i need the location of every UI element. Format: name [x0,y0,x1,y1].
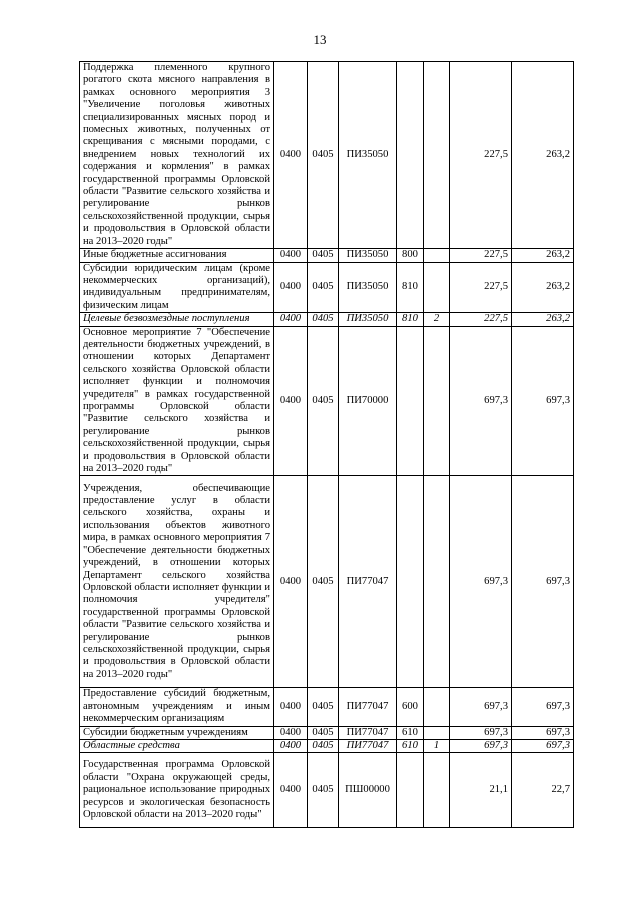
section-code: 0400 [274,62,308,249]
section-code: 0400 [274,688,308,726]
row-name: Государственная программа Орловской области "Охрана окружающей среды, рациональное использование природных ресурсов и экологическая безопасность Орловской области на 2013–2020 годы" [80,753,274,828]
expense-type-code [397,326,424,476]
table-row [80,476,574,688]
section-code: 0400 [274,753,308,828]
section-code: 0400 [274,249,308,262]
subsection-code: 0405 [308,326,339,476]
amount-year-2: 263,2 [512,62,574,249]
amount-year-2: 697,3 [512,688,574,726]
section-code: 0400 [274,262,308,313]
amount-year-2: 22,7 [512,753,574,828]
amount-year-1: 227,5 [450,313,512,326]
amount-year-1: 697,3 [450,740,512,753]
section-code: 0400 [274,326,308,476]
amount-year-1: 227,5 [450,249,512,262]
budget-table [79,61,574,828]
subsection-code: 0405 [308,249,339,262]
row-name: Субсидии юридическим лицам (кроме некоммерческих организаций), индивидуальным предпринимателям, физическим лицам [80,262,274,313]
section-code: 0400 [274,726,308,739]
funding-source-code: 2 [424,313,450,326]
expense-type-code: 600 [397,688,424,726]
target-article-code: ПИ35050 [339,313,397,326]
funding-source-code [424,262,450,313]
funding-source-code [424,62,450,249]
amount-year-1: 697,3 [450,726,512,739]
expense-type-code: 610 [397,740,424,753]
target-article-code: ПИ35050 [339,249,397,262]
table-row [80,313,574,326]
amount-year-2: 697,3 [512,326,574,476]
target-article-code: ПИ77047 [339,740,397,753]
row-name: Субсидии бюджетным учреждениям [80,726,274,739]
target-article-code: ПИ35050 [339,62,397,249]
subsection-code: 0405 [308,62,339,249]
amount-year-2: 263,2 [512,313,574,326]
page-number: 13 [313,32,327,47]
section-code: 0400 [274,740,308,753]
table-row [80,326,574,476]
amount-year-2: 697,3 [512,740,574,753]
row-name: Предоставление субсидий бюджетным, автономным учреждениям и иным некоммерческим организациям [80,688,274,726]
amount-year-1: 697,3 [450,688,512,726]
subsection-code: 0405 [308,740,339,753]
expense-type-code: 810 [397,313,424,326]
table-row [80,262,574,313]
expense-type-code [397,753,424,828]
amount-year-2: 263,2 [512,262,574,313]
funding-source-code [424,476,450,688]
funding-source-code [424,326,450,476]
expense-type-code [397,62,424,249]
subsection-code: 0405 [308,753,339,828]
table-row [80,740,574,753]
amount-year-2: 697,3 [512,476,574,688]
row-name: Основное мероприятие 7 "Обеспечение деятельности бюджетных учреждений, в отношении которых Департамент сельского хозяйства Орловской области исполняет функции и полномочия учредителя" в рамках государственной программы Орловской области "Развитие сельского хозяйства и регулирование рынков сельскохозяйственной продукции, сырья и продовольствия в Орловской области на 2013–2020 годы" [80,326,274,476]
target-article-code: ПИ77047 [339,476,397,688]
target-article-code: ПШ00000 [339,753,397,828]
funding-source-code: 1 [424,740,450,753]
row-name: Поддержка племенного крупного рогатого скота мясного направления в рамках основного мероприятия 3 "Увеличение поголовья животных специализированных мясных пород и помесных животных, полученных от скрещивания с мясными породами, с внедрением новых технологий их содержания и кормления" в рамках государственной программы Орловской области "Развитие сельского хозяйства и регулирование рынков сельскохозяйственной продукции, сырья и продовольствия в Орловской области на 2013–2020 годы" [80,62,274,249]
funding-source-code [424,726,450,739]
row-name: Учреждения, обеспечивающие предоставление услуг в области сельского хозяйства, охраны и использования объектов животного мира, в рамках основного мероприятия 7 "Обеспечение деятельности бюджетных учреждений, в отношении которых Департамент сельского хозяйства Орловской области исполняет функции и полномочия учредителя" государственной программы Орловской области "Развитие сельского хозяйства и регулирование рынков сельскохозяйственной продукции, сырья и продовольствия в Орловской области на 2013–2020 годы" [80,476,274,688]
table-row [80,753,574,828]
section-code: 0400 [274,476,308,688]
amount-year-1: 21,1 [450,753,512,828]
subsection-code: 0405 [308,688,339,726]
subsection-code: 0405 [308,262,339,313]
amount-year-1: 697,3 [450,476,512,688]
row-name: Целевые безвозмездные поступления [80,313,274,326]
row-name: Областные средства [80,740,274,753]
expense-type-code: 800 [397,249,424,262]
expense-type-code [397,476,424,688]
subsection-code: 0405 [308,726,339,739]
row-name: Иные бюджетные ассигнования [80,249,274,262]
subsection-code: 0405 [308,476,339,688]
amount-year-1: 697,3 [450,326,512,476]
funding-source-code [424,688,450,726]
target-article-code: ПИ70000 [339,326,397,476]
amount-year-1: 227,5 [450,62,512,249]
table-row [80,688,574,726]
amount-year-2: 697,3 [512,726,574,739]
amount-year-1: 227,5 [450,262,512,313]
target-article-code: ПИ77047 [339,726,397,739]
expense-type-code: 610 [397,726,424,739]
table-row [80,62,574,249]
table-row [80,726,574,739]
target-article-code: ПИ77047 [339,688,397,726]
amount-year-2: 263,2 [512,249,574,262]
subsection-code: 0405 [308,313,339,326]
table-row [80,249,574,262]
funding-source-code [424,753,450,828]
section-code: 0400 [274,313,308,326]
target-article-code: ПИ35050 [339,262,397,313]
funding-source-code [424,249,450,262]
expense-type-code: 810 [397,262,424,313]
